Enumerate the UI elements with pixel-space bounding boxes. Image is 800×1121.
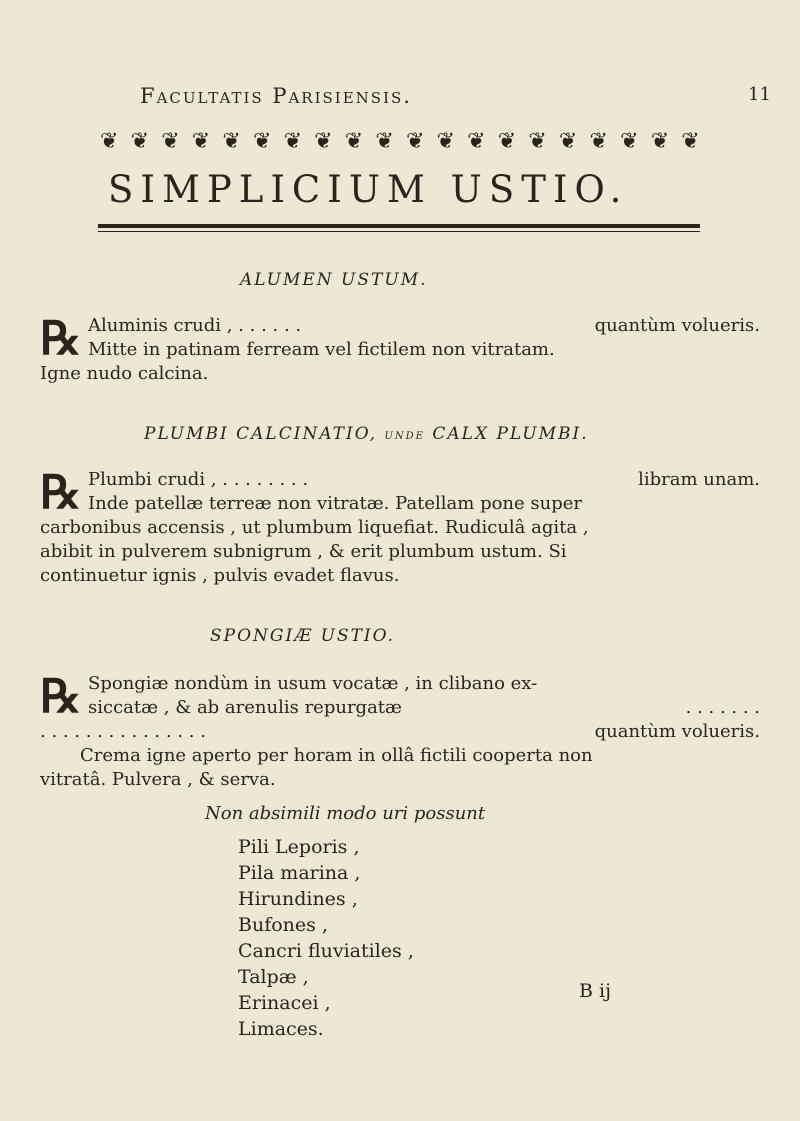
recipe-line: continuetur ignis , pulvis evadet flavus.	[40, 565, 400, 586]
recipe-line: . . . . . . . . . . . . . . . quantùm volueris.	[40, 721, 760, 742]
recipe-line: Spongiæ nondùm in usum vocatæ , in clibano ex-	[88, 673, 538, 694]
list-heading: Non absimili modo uri possunt	[205, 803, 486, 824]
fleuron-ornament-icon: ❦	[558, 129, 578, 154]
signature-mark: B ij	[579, 980, 611, 1002]
recipe-line: Mitte in patinam ferream vel fictilem non vitratam.	[88, 339, 555, 360]
fleuron-ornament-icon: ❦	[620, 129, 639, 154]
list-item: Pila marina ,	[238, 862, 361, 884]
fleuron-ornament-icon: ❦	[681, 129, 700, 154]
fleuron-ornament-icon: ❦	[100, 129, 119, 154]
fleuron-ornament-icon: ❦	[589, 129, 608, 154]
recipe-rx-icon: ℞	[40, 465, 82, 519]
list-item: Erinacei ,	[238, 992, 331, 1014]
fleuron-ornament-icon: ❦	[161, 129, 180, 154]
fleuron-ornament-icon: ❦	[252, 129, 272, 154]
fleuron-ornament-icon: ❦	[497, 129, 517, 154]
recipe-line: siccatæ , & ab arenulis repurgatæ . . . . . . .	[88, 697, 760, 718]
substance-list	[238, 834, 414, 1042]
fleuron-ornament-icon: ❦	[467, 129, 486, 154]
recipe-rx-icon: ℞	[40, 669, 82, 723]
fleuron-ornament-icon: ❦	[650, 129, 670, 154]
section-heading-alumen: ALUMEN USTUM.	[240, 270, 428, 290]
fleuron-ornament-icon: ❦	[314, 129, 333, 154]
section-heading-spongiae: SPONGIÆ USTIO.	[210, 626, 395, 646]
fleuron-ornament-icon: ❦	[130, 129, 150, 154]
recipe-plumbi	[40, 465, 760, 588]
recipe-rx-icon: ℞	[40, 311, 82, 365]
title-rule-thin	[98, 231, 700, 232]
recipe-line: abibit in pulverem subnigrum , & erit plumbum ustum. Si	[40, 541, 567, 562]
list-item: Bufones ,	[238, 914, 328, 936]
list-item: Hirundines ,	[238, 888, 358, 910]
list-item: Pili Leporis ,	[238, 836, 360, 858]
recipe-line: Igne nudo calcina.	[40, 363, 209, 384]
fleuron-ornament-icon: ❦	[528, 129, 547, 154]
title-rule-thick	[98, 224, 700, 228]
list-item: Cancri fluviatiles ,	[238, 940, 414, 962]
recipe-line: Aluminis crudi , . . . . . . quantùm volueris.	[88, 315, 760, 336]
fleuron-ornament-icon: ❦	[283, 129, 302, 154]
recipe-line: vitratâ. Pulvera , & serva.	[40, 769, 276, 790]
recipe-alumen	[40, 311, 760, 386]
fleuron-ornament-icon: ❦	[222, 129, 241, 154]
page-title: SIMPLICIUM USTIO.	[108, 168, 629, 211]
recipe-line: Inde patellæ terreæ non vitratæ. Patellam pone super	[88, 493, 583, 514]
section-heading-plumbi: PLUMBI CALCINATIO, UNDE CALX PLUMBI.	[144, 424, 589, 444]
recipe-line: carbonibus accensis , ut plumbum liquefiat. Rudiculâ agita ,	[40, 517, 589, 538]
fleuron-ornament-icon: ❦	[344, 129, 364, 154]
fleuron-ornament-icon: ❦	[191, 129, 211, 154]
recipe-line: Plumbi crudi , . . . . . . . . libram unam.	[88, 469, 760, 490]
fleuron-ornament-icon: ❦	[405, 129, 425, 154]
recipe-line: Crema igne aperto per horam in ollâ fictili cooperta non	[80, 745, 593, 766]
page-number: 11	[748, 84, 771, 105]
recipe-spongiae	[40, 669, 760, 792]
ornament-row	[100, 122, 700, 162]
running-head: Facultatis Parisiensis.	[140, 84, 412, 108]
fleuron-ornament-icon: ❦	[436, 129, 455, 154]
list-item: Talpæ ,	[238, 966, 309, 988]
fleuron-ornament-icon: ❦	[375, 129, 394, 154]
list-item: Limaces.	[238, 1018, 324, 1040]
